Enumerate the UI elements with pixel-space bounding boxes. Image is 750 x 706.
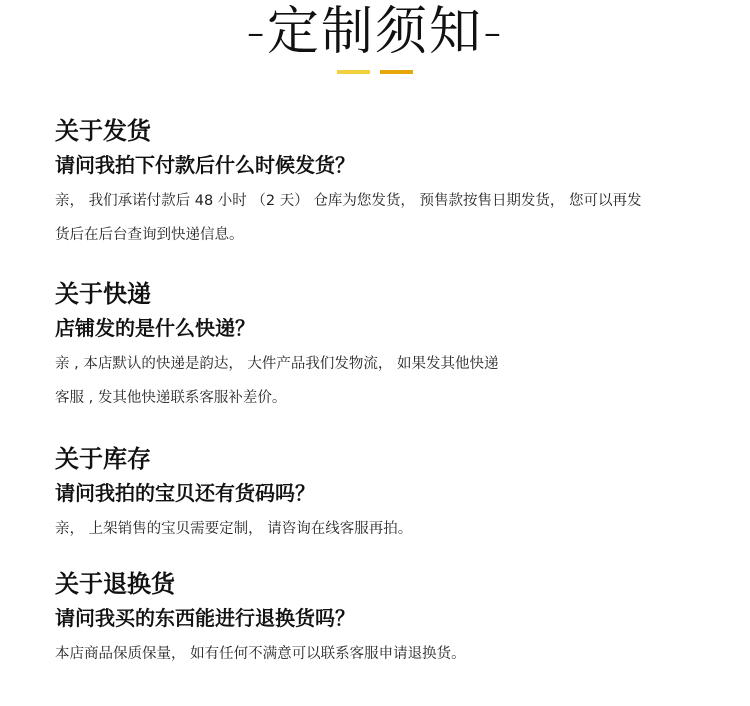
- section-question: 店铺发的是什么快递？: [55, 316, 255, 340]
- answer-line: 亲， 上架销售的宝贝需要定制， 请咨询在线客服再拍。: [55, 521, 413, 537]
- section-question: 请问我拍下付款后什么时候发货？: [55, 153, 355, 177]
- section-question: 请问我买的东西能进行退换货吗？: [55, 606, 355, 630]
- answer-line: 货后在后台查询到快递信息。: [55, 227, 244, 243]
- section-heading: 关于退换货: [55, 570, 175, 598]
- section-shipping: [55, 116, 705, 252]
- section-answer: [55, 347, 705, 415]
- underline-bar-right: [380, 70, 413, 74]
- section-courier: [55, 279, 705, 415]
- section-question: 请问我拍的宝贝还有货码吗？: [55, 481, 315, 505]
- section-answer: [55, 637, 705, 671]
- section-answer: [55, 512, 705, 546]
- section-answer: [55, 184, 705, 252]
- section-returns: [55, 569, 705, 671]
- answer-line: 亲 , 本店默认的快递是韵达， 大件产品我们发物流， 如果发其他快递: [55, 356, 499, 372]
- section-heading: 关于发货: [55, 117, 151, 145]
- section-stock: [55, 444, 705, 546]
- title-underline: [0, 70, 750, 74]
- underline-bar-left: [337, 70, 370, 74]
- answer-line: 亲， 我们承诺付款后 48 小时 （2 天） 仓库为您发货， 预售款按售日期发货， 您可以再发: [55, 193, 642, 209]
- page-title: -定制须知-: [246, 2, 504, 62]
- answer-line: 客服 , 发其他快递联系客服补差价。: [55, 390, 287, 406]
- section-heading: 关于快递: [55, 280, 151, 308]
- section-heading: 关于库存: [55, 445, 151, 473]
- answer-line: 本店商品保质保量， 如有任何不满意可以联系客服申请退换货。: [55, 646, 466, 662]
